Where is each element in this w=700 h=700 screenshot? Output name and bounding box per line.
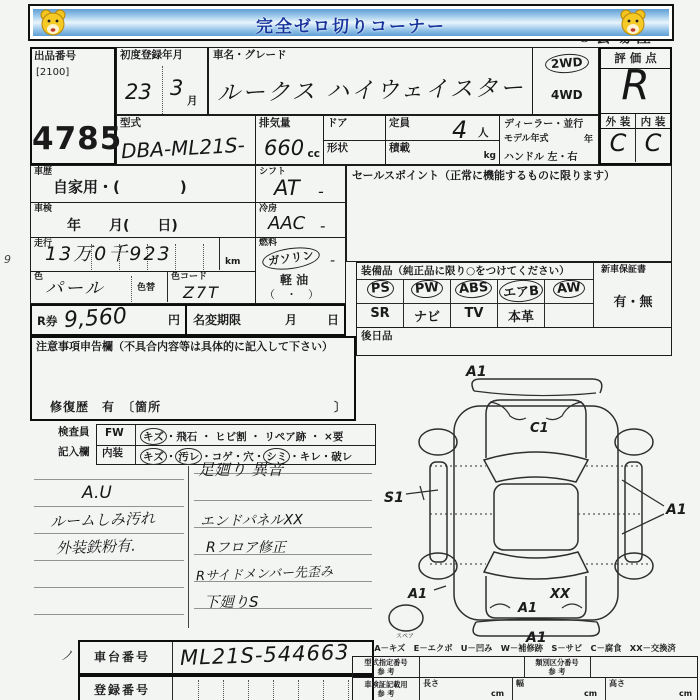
equipment-box	[356, 262, 672, 328]
dealer-box	[500, 115, 599, 165]
lot-code: [2100]	[36, 67, 70, 78]
note-right-4: Rサイドメンバー先歪み	[195, 564, 334, 585]
car-name-label: 車名・グレード	[213, 49, 287, 61]
fw-items: キズ ・飛石 ・ ヒビ割 ・ リペア跡 ・ ×要	[141, 428, 343, 445]
month-label: 月	[285, 313, 298, 327]
stray-mark: 9	[4, 253, 11, 266]
note-left-1: A.U	[82, 483, 112, 503]
length-label: 長さ	[423, 679, 439, 688]
drive-2wd-circled: 2WD	[544, 53, 589, 75]
equip-leather: 本革	[498, 304, 545, 327]
rticket-box	[30, 304, 187, 336]
capacity-unit: 人	[478, 127, 489, 139]
car-name-value: ルークス ハイウェイスター	[216, 75, 526, 107]
model-box	[116, 115, 256, 165]
repair-history-label: 修復歴	[50, 399, 90, 414]
color-change-label: 色替	[137, 283, 156, 293]
doc-ref-sub: 参 考	[377, 689, 395, 698]
shift-dash: -	[318, 182, 324, 201]
note-left-2: ルームしみ汚れ	[49, 509, 156, 531]
mark-hatch-xx: XX	[550, 587, 571, 602]
capacity-box	[386, 115, 500, 165]
displacement-box	[256, 115, 324, 165]
first-reg-label: 初度登録年月	[120, 49, 183, 61]
warranty-value: 有・無	[613, 295, 653, 310]
fw-label: FW	[105, 427, 124, 439]
reg-month-value: 3	[170, 76, 184, 100]
inspection-box	[30, 203, 256, 238]
name-change-box	[187, 304, 346, 336]
equip-pw-circled: PW	[410, 279, 443, 299]
year-suffix: 年	[583, 135, 593, 145]
int-kire: キレ	[299, 451, 321, 463]
sales-point-box	[346, 165, 672, 262]
dealer-label: ディーラー・並行	[504, 119, 584, 130]
later-items-label: 後日品	[361, 330, 393, 342]
note-left-3: 外装鉄粉有.	[55, 536, 137, 558]
damage-legend: A－キズ E－エクボ U－凹み W－補修跡 S－サビ C－腐食 XX－交換済	[374, 643, 676, 653]
reg-year-value: 23	[125, 80, 152, 104]
fw-repair: リペア跡	[264, 431, 307, 443]
shape-label: 形状	[327, 142, 348, 154]
plate-label: 登録番号	[94, 683, 151, 697]
equip-tv: TV	[451, 304, 498, 327]
ac-box	[256, 203, 346, 238]
capacity-label: 定員	[389, 117, 410, 129]
shift-box	[256, 165, 346, 203]
equip-ps-circled: PS	[366, 279, 394, 299]
mark-left-rear: A1	[408, 587, 428, 602]
teddy-bear-icon	[618, 7, 648, 40]
displacement-unit: cc	[307, 148, 320, 161]
warranty-label: 新車保証書	[601, 265, 647, 275]
load-unit: kg	[483, 151, 496, 162]
interior-grade: C	[644, 129, 662, 157]
yen-label: 円	[167, 313, 180, 327]
repair-location-label: 〔箇所	[128, 399, 162, 414]
fuel-diesel: 軽 油	[280, 273, 309, 287]
door-label: ドア	[327, 117, 348, 129]
equip-navi: ナビ	[404, 304, 451, 327]
interior-row-label: 内装	[102, 447, 123, 459]
day-label: 日	[327, 313, 340, 327]
history-label: 車歴	[34, 167, 53, 177]
grade-box	[599, 47, 672, 165]
class-number-ref: 参 考	[548, 667, 566, 676]
month-suffix: 月	[187, 95, 198, 107]
equip-aw-circled: AW	[552, 279, 585, 299]
door-shape-box	[324, 115, 386, 165]
fw-hibiware: ヒビ割	[215, 431, 247, 443]
rticket-value: 9,560	[63, 303, 128, 334]
teddy-bear-icon	[38, 7, 68, 40]
color-label: 色	[34, 272, 44, 282]
first-reg-box	[116, 47, 208, 115]
note-right-5: 下廻りS	[204, 593, 259, 611]
load-label: 積載	[389, 142, 410, 154]
int-shimi-circled: シミ	[263, 448, 290, 465]
fuel-box	[256, 238, 346, 304]
mark-right-side: A1	[666, 502, 687, 518]
inspection-value: 年 月( 日)	[67, 218, 178, 234]
interior-items: キズ ・ 汚レ ・コゲ・穴・ シミ ・キレ・破レ	[141, 448, 352, 465]
note-right-1: 足廻り 異音	[198, 460, 284, 479]
mileage-value: 13万0千923	[45, 243, 172, 265]
later-items-box	[356, 328, 672, 356]
mileage-label: 走行	[34, 239, 53, 249]
repair-location-close: 〕	[333, 399, 346, 414]
fw-tobiishi: 飛石	[176, 431, 198, 443]
height-unit: cm	[679, 689, 693, 698]
spare-tire-label: スペア	[396, 633, 415, 640]
type-number-label: 型式指定番号	[364, 658, 408, 667]
class-number-label: 類別区分番号	[535, 658, 579, 667]
width-label: 幅	[516, 679, 524, 688]
banner	[28, 4, 674, 41]
note-right-3: Rフロア修正	[206, 540, 286, 556]
shift-value: AT	[274, 176, 300, 200]
equip-abs-circled: ABS	[455, 279, 494, 300]
displacement-value: 660	[264, 136, 305, 160]
int-koge: コゲ	[211, 451, 233, 463]
type-number-row	[352, 656, 698, 678]
chassis-value: ML21S-544663	[179, 640, 350, 670]
plate-box	[78, 675, 374, 700]
grade-label: 評 価 点	[601, 50, 670, 69]
color-value: パール	[45, 278, 105, 299]
history-box	[30, 165, 256, 203]
equipment-label: 装備品（純正品に限り○をつけてください）	[361, 265, 570, 277]
color-code-value: Z7T	[183, 283, 220, 302]
note-right-2: エンドパネルXX	[199, 512, 304, 530]
fw-required: ×要	[324, 431, 344, 443]
inspector-label: 検査員	[58, 426, 90, 438]
car-damage-diagram	[378, 362, 694, 644]
chassis-box	[78, 640, 374, 675]
doc-ref-label: 車検証記載用	[364, 680, 408, 689]
capacity-value: 4	[452, 116, 468, 144]
color-box	[30, 272, 256, 304]
drive-4wd: 4WD	[551, 88, 583, 102]
length-unit: cm	[491, 689, 505, 698]
fuel-paren: （ ・ ）	[264, 288, 319, 301]
equip-sr: SR	[357, 304, 404, 327]
lot-number-box	[30, 47, 123, 165]
notice-box	[30, 336, 356, 421]
mileage-box	[30, 238, 256, 272]
mark-hatch: A1	[518, 601, 538, 616]
banner-title: 完全ゼロ切りコーナー	[256, 17, 446, 37]
fw-kizu-circled: キズ	[140, 428, 167, 445]
height-label: 高さ	[609, 679, 625, 688]
inspection-label: 車検	[34, 204, 53, 214]
color-code-label: 色コード	[171, 272, 208, 282]
fuel-label: 燃料	[259, 238, 278, 248]
sales-point-label: セールスポイント（正常に機能するものに限ります）	[352, 169, 616, 182]
car-name-box	[208, 47, 533, 115]
grade-value: R	[621, 61, 650, 109]
mark-hood: C1	[530, 421, 549, 436]
width-unit: cm	[584, 689, 598, 698]
ac-dash: -	[320, 217, 326, 235]
ac-value: AAC	[268, 213, 306, 234]
model-label: 型式	[120, 117, 141, 129]
exterior-label: 外 装	[605, 116, 631, 128]
stray-mark: ノ	[60, 649, 74, 664]
dimensions-row	[352, 678, 698, 700]
model-value: DBA-ML21S-	[120, 132, 246, 164]
mileage-unit: km	[225, 257, 241, 268]
type-number-ref: 参 考	[377, 667, 395, 676]
history-value: 自家用・( )	[53, 178, 187, 196]
rticket-label: R券	[37, 314, 58, 328]
displacement-label: 排気量	[259, 117, 291, 129]
mark-left-side: S1	[384, 490, 404, 506]
name-change-label: 名変期限	[193, 313, 242, 327]
lot-label: 出品番号	[34, 50, 76, 62]
mark-rear-bumper: A1	[526, 630, 547, 644]
int-ana: 穴	[243, 451, 254, 463]
ac-label: 冷房	[259, 204, 278, 214]
exterior-grade: C	[609, 129, 627, 157]
model-year-label: モデル年式	[504, 134, 549, 144]
fuel-gasoline-circled: ガソリン	[261, 244, 321, 273]
mark-front-bumper: A1	[466, 364, 487, 380]
chassis-label: 車台番号	[94, 650, 151, 664]
entry-label: 記入欄	[58, 446, 90, 458]
fuel-dash: -	[330, 253, 336, 269]
handle-label: ハンドル 左・右	[504, 152, 578, 163]
lot-number: 4785	[32, 121, 123, 157]
int-yabure: 破レ	[331, 451, 353, 463]
repair-history-value: 有	[102, 399, 116, 414]
inspector-box	[96, 424, 376, 465]
drive-box	[533, 47, 599, 115]
equip-airbag-circled: エアB	[498, 278, 543, 303]
int-yogore-circled: 汚レ	[175, 448, 202, 465]
equip-empty	[545, 304, 593, 327]
shift-label: シフト	[259, 167, 287, 177]
notice-label: 注意事項申告欄（不具合内容等は具体的に記入して下さい）	[36, 340, 333, 353]
notes-divider	[188, 466, 189, 628]
interior-label: 内 装	[640, 116, 666, 128]
int-kizu-circled: キズ	[140, 448, 167, 465]
